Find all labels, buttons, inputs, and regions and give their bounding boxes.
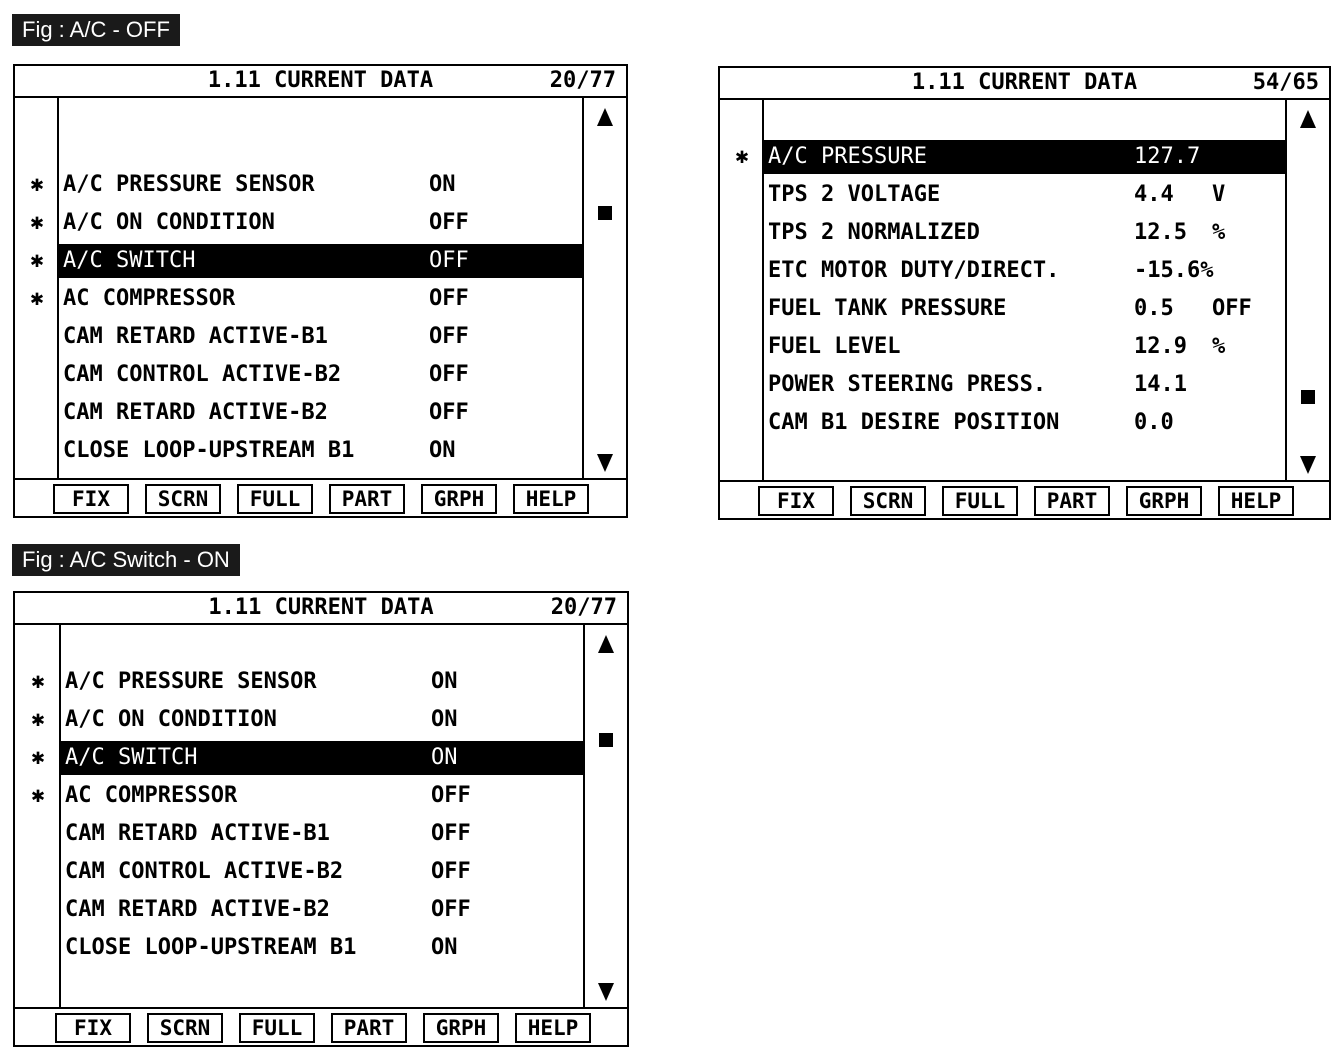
data-row[interactable] bbox=[764, 216, 1285, 250]
parameter-value: OFF bbox=[429, 210, 469, 235]
parameter-name: A/C SWITCH bbox=[65, 745, 198, 770]
selected-marker-icon: ✱ bbox=[30, 248, 44, 273]
parameter-value: 4.4 bbox=[1134, 182, 1174, 207]
scrollbar[interactable] bbox=[582, 98, 626, 478]
title-bar bbox=[15, 593, 627, 625]
parameter-name: AC COMPRESSOR bbox=[63, 286, 236, 311]
parameter-name: CAM CONTROL ACTIVE-B2 bbox=[63, 362, 342, 387]
data-row[interactable] bbox=[764, 330, 1285, 364]
parameter-value: 12.9 bbox=[1134, 334, 1187, 359]
parameter-name: CAM B1 DESIRE POSITION bbox=[768, 410, 1060, 435]
data-list bbox=[59, 98, 582, 478]
data-row[interactable] bbox=[59, 282, 582, 316]
function-button-scrn[interactable]: SCRN bbox=[145, 484, 221, 514]
parameter-value: OFF bbox=[429, 362, 469, 387]
selected-marker-icon bbox=[15, 396, 59, 430]
scroll-up-arrow-icon[interactable] bbox=[1300, 110, 1316, 128]
parameter-name: AC COMPRESSOR bbox=[65, 783, 238, 808]
scroll-up-arrow-icon[interactable] bbox=[597, 108, 613, 126]
screen-title: 1.11 CURRENT DATA bbox=[207, 68, 434, 93]
page-indicator: 20/77 bbox=[550, 595, 617, 620]
scroll-thumb[interactable] bbox=[598, 206, 612, 220]
parameter-value: 0.0 bbox=[1134, 410, 1174, 435]
function-button-fix[interactable]: FIX bbox=[53, 484, 129, 514]
parameter-name: A/C PRESSURE SENSOR bbox=[63, 172, 315, 197]
scrollbar[interactable] bbox=[1285, 100, 1329, 480]
title-bar bbox=[15, 66, 626, 98]
selected-marker-icon bbox=[15, 817, 61, 851]
function-button-part[interactable]: PART bbox=[1034, 486, 1110, 516]
data-row[interactable] bbox=[61, 931, 583, 965]
parameter-name: CAM RETARD ACTIVE-B2 bbox=[63, 400, 328, 425]
parameter-value: OFF bbox=[431, 783, 471, 808]
selected-marker-icon bbox=[15, 434, 59, 468]
data-row[interactable] bbox=[61, 665, 583, 699]
data-list bbox=[764, 100, 1285, 480]
data-row[interactable] bbox=[764, 368, 1285, 402]
function-button-part[interactable]: PART bbox=[331, 1013, 407, 1043]
function-button-help[interactable]: HELP bbox=[515, 1013, 591, 1043]
parameter-value: 0.5 bbox=[1134, 296, 1174, 321]
data-row[interactable] bbox=[764, 292, 1285, 326]
function-key-bar bbox=[720, 480, 1329, 518]
parameter-name: CAM CONTROL ACTIVE-B2 bbox=[65, 859, 344, 884]
data-row[interactable] bbox=[59, 168, 582, 202]
function-button-grph[interactable]: GRPH bbox=[423, 1013, 499, 1043]
parameter-value: OFF bbox=[429, 400, 469, 425]
function-button-grph[interactable]: GRPH bbox=[1126, 486, 1202, 516]
data-row[interactable] bbox=[764, 178, 1285, 212]
function-button-full[interactable]: FULL bbox=[239, 1013, 315, 1043]
data-row[interactable] bbox=[61, 855, 583, 889]
data-row[interactable] bbox=[764, 254, 1285, 288]
parameter-value: ON bbox=[431, 707, 458, 732]
parameter-value: OFF bbox=[431, 897, 471, 922]
parameter-name: FUEL TANK PRESSURE bbox=[768, 296, 1007, 321]
parameter-name: A/C PRESSURE SENSOR bbox=[65, 669, 317, 694]
page-indicator: 54/65 bbox=[1252, 70, 1319, 95]
data-row[interactable] bbox=[61, 703, 583, 737]
function-button-scrn[interactable]: SCRN bbox=[147, 1013, 223, 1043]
selected-marker-icon: ✱ bbox=[31, 783, 45, 808]
parameter-name: ETC MOTOR DUTY/DIRECT. bbox=[768, 258, 1060, 283]
parameter-unit: % bbox=[1212, 220, 1226, 245]
scan-tool-screen-ac-switch-on bbox=[13, 591, 629, 1047]
data-row[interactable] bbox=[59, 358, 582, 392]
selected-marker-icon bbox=[15, 320, 59, 354]
scroll-up-arrow-icon[interactable] bbox=[598, 635, 614, 653]
parameter-name: POWER STEERING PRESS. bbox=[768, 372, 1047, 397]
parameter-value: -15.6% bbox=[1134, 258, 1214, 283]
parameter-name: TPS 2 NORMALIZED bbox=[768, 220, 980, 245]
parameter-value: ON bbox=[429, 172, 456, 197]
function-button-scrn[interactable]: SCRN bbox=[850, 486, 926, 516]
selected-marker-icon bbox=[15, 358, 59, 392]
scan-tool-screen-ac-off bbox=[13, 64, 628, 518]
selected-marker-icon: ✱ bbox=[31, 669, 45, 694]
data-row[interactable] bbox=[59, 434, 582, 468]
parameter-unit: % bbox=[1212, 334, 1226, 359]
data-row[interactable] bbox=[59, 320, 582, 354]
data-list bbox=[61, 625, 583, 1007]
selected-marker-icon bbox=[15, 855, 61, 889]
selected-marker-icon: ✱ bbox=[30, 172, 44, 197]
parameter-value: OFF bbox=[431, 859, 471, 884]
parameter-value: ON bbox=[429, 438, 456, 463]
scroll-down-arrow-icon[interactable] bbox=[1300, 456, 1316, 474]
data-row-selected[interactable] bbox=[59, 244, 582, 278]
parameter-name: CAM RETARD ACTIVE-B1 bbox=[63, 324, 328, 349]
parameter-name: FUEL LEVEL bbox=[768, 334, 901, 359]
selected-marker-icon bbox=[720, 292, 764, 326]
selected-marker-icon bbox=[720, 254, 764, 288]
function-button-full[interactable]: FULL bbox=[942, 486, 1018, 516]
parameter-name: CLOSE LOOP-UPSTREAM B1 bbox=[65, 935, 357, 960]
selected-marker-icon: ✱ bbox=[735, 144, 749, 169]
data-row[interactable] bbox=[61, 817, 583, 851]
selected-marker-icon bbox=[15, 931, 61, 965]
selected-marker-icon: ✱ bbox=[31, 707, 45, 732]
figure-label-ac-off: Fig : A/C - OFF bbox=[12, 14, 180, 46]
function-button-help[interactable]: HELP bbox=[513, 484, 589, 514]
screen-title: 1.11 CURRENT DATA bbox=[208, 595, 434, 620]
parameter-name: CAM RETARD ACTIVE-B2 bbox=[65, 897, 330, 922]
parameter-name: CAM RETARD ACTIVE-B1 bbox=[65, 821, 330, 846]
parameter-value: 12.5 bbox=[1134, 220, 1187, 245]
parameter-value: ON bbox=[431, 745, 458, 770]
selected-marker-icon bbox=[720, 406, 764, 440]
parameter-name: A/C PRESSURE bbox=[768, 144, 927, 169]
data-row[interactable] bbox=[59, 396, 582, 430]
function-button-part[interactable]: PART bbox=[329, 484, 405, 514]
parameter-name: A/C ON CONDITION bbox=[63, 210, 275, 235]
selected-marker-icon: ✱ bbox=[30, 286, 44, 311]
function-key-bar bbox=[15, 478, 626, 516]
parameter-value: 14.1 bbox=[1134, 372, 1187, 397]
parameter-name: CLOSE LOOP-UPSTREAM B1 bbox=[63, 438, 355, 463]
scroll-down-arrow-icon[interactable] bbox=[597, 454, 613, 472]
selected-marker-icon bbox=[720, 216, 764, 250]
scrollbar[interactable] bbox=[583, 625, 627, 1007]
data-row[interactable] bbox=[61, 779, 583, 813]
data-row[interactable] bbox=[59, 206, 582, 240]
function-button-grph[interactable]: GRPH bbox=[421, 484, 497, 514]
figure-label-ac-switch-on: Fig : A/C Switch - ON bbox=[12, 544, 240, 576]
parameter-unit: V bbox=[1212, 182, 1226, 207]
function-button-help[interactable]: HELP bbox=[1218, 486, 1294, 516]
title-bar bbox=[720, 68, 1329, 100]
scroll-thumb[interactable] bbox=[599, 733, 613, 747]
page-indicator: 20/77 bbox=[549, 68, 616, 93]
parameter-value: OFF bbox=[429, 248, 469, 273]
data-row[interactable] bbox=[61, 893, 583, 927]
parameter-value: ON bbox=[431, 669, 458, 694]
selected-marker-icon bbox=[15, 893, 61, 927]
parameter-unit: OFF bbox=[1212, 296, 1252, 321]
selected-marker-icon bbox=[720, 368, 764, 402]
data-row-selected[interactable] bbox=[764, 140, 1285, 174]
scroll-down-arrow-icon[interactable] bbox=[598, 983, 614, 1001]
scan-tool-screen-ac-pressure bbox=[718, 66, 1331, 520]
selected-marker-icon bbox=[720, 178, 764, 212]
parameter-value: ON bbox=[431, 935, 458, 960]
parameter-name: A/C SWITCH bbox=[63, 248, 196, 273]
data-row[interactable] bbox=[764, 406, 1285, 440]
selected-marker-icon: ✱ bbox=[31, 745, 45, 770]
parameter-value: OFF bbox=[429, 324, 469, 349]
parameter-value: 127.7 bbox=[1134, 144, 1201, 169]
scroll-thumb[interactable] bbox=[1301, 390, 1315, 404]
parameter-value: OFF bbox=[429, 286, 469, 311]
function-button-fix[interactable]: FIX bbox=[758, 486, 834, 516]
selected-marker-icon bbox=[720, 330, 764, 364]
parameter-name: A/C ON CONDITION bbox=[65, 707, 277, 732]
parameter-name: TPS 2 VOLTAGE bbox=[768, 182, 941, 207]
function-key-bar bbox=[15, 1007, 627, 1045]
function-button-fix[interactable]: FIX bbox=[55, 1013, 131, 1043]
screen-title: 1.11 CURRENT DATA bbox=[911, 70, 1138, 95]
parameter-value: OFF bbox=[431, 821, 471, 846]
function-button-full[interactable]: FULL bbox=[237, 484, 313, 514]
data-row-selected[interactable] bbox=[61, 741, 583, 775]
selected-marker-icon: ✱ bbox=[30, 210, 44, 235]
